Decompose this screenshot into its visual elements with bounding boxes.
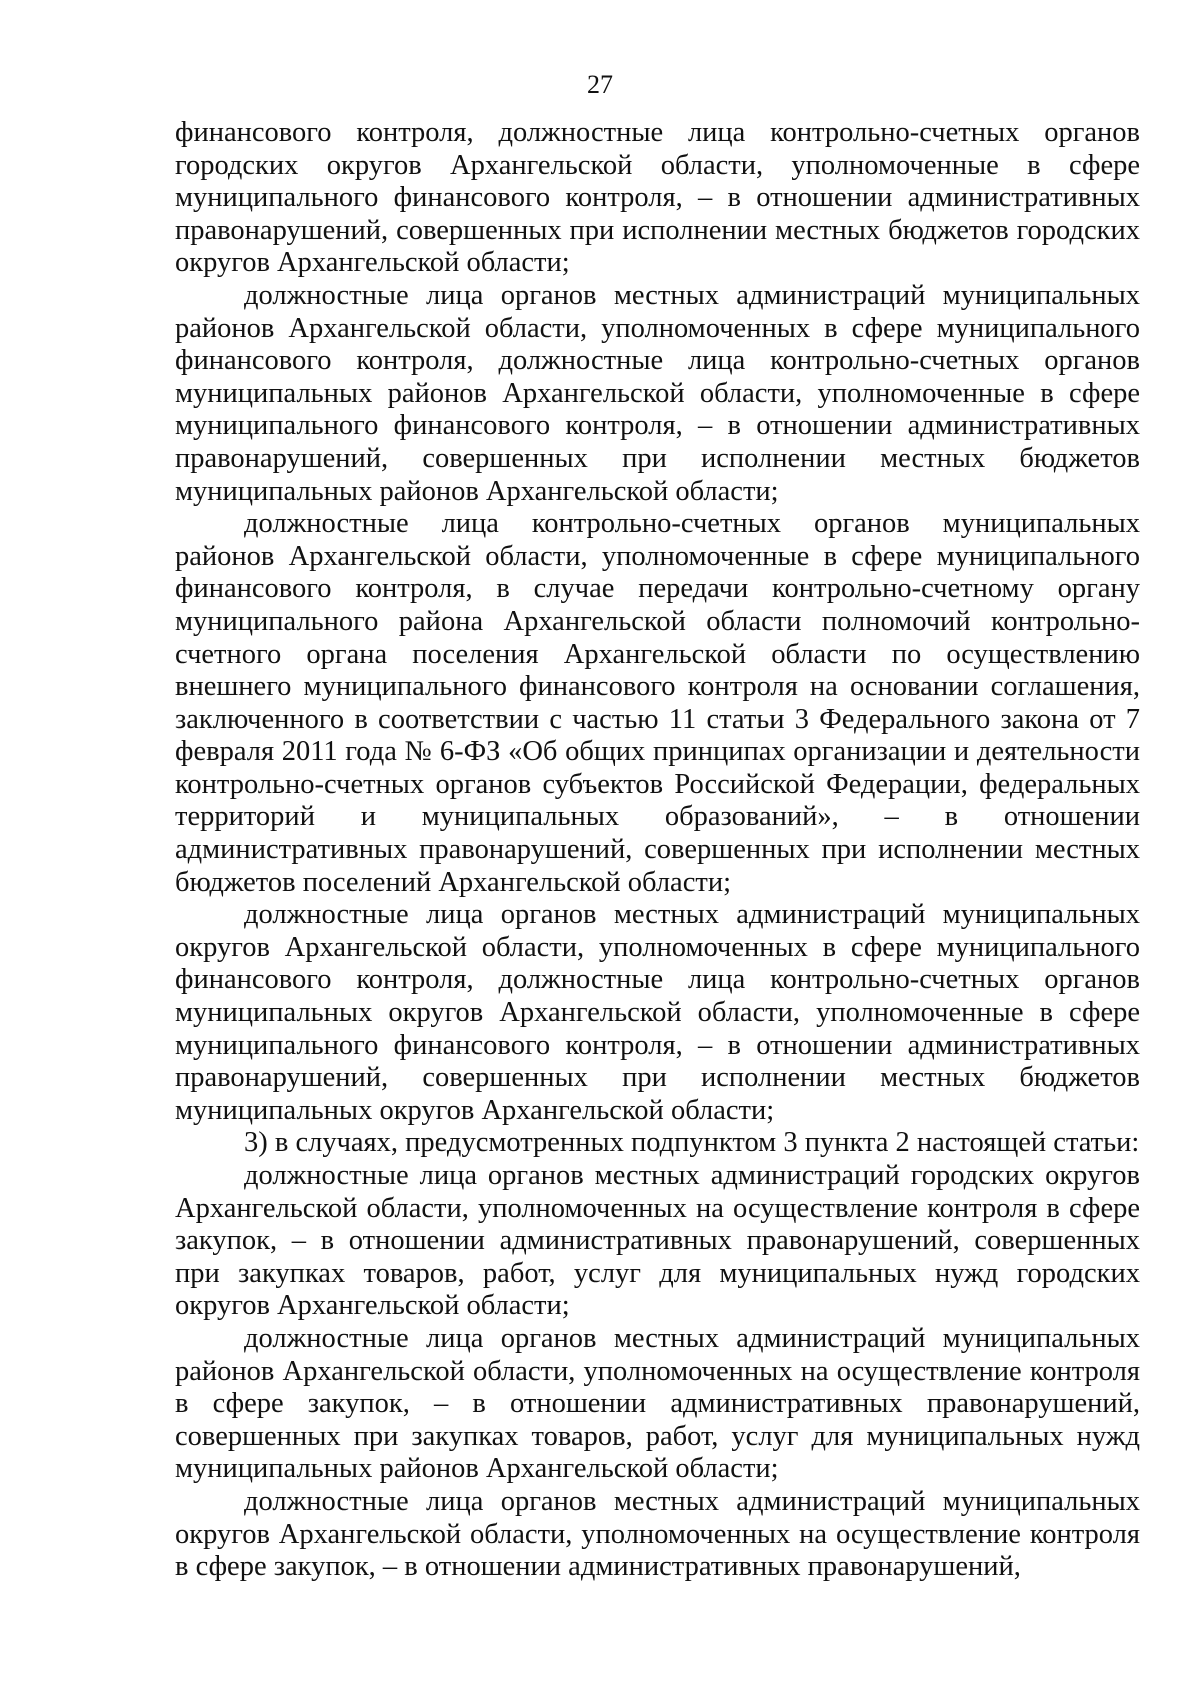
paragraph: должностные лица органов местных администраций муниципальных округов Архангельской области, уполномоченных в сфере муниципального финансового контроля, должностные лица контрольно-счетных органов муниципальных округов Архангельской области, уполномоченные в сфере муниципального финансового контроля, – в отношении административных правонарушений, совершенных при исполнении местных бюджетов муниципальных округов Архангельской области; [175,899,1140,1126]
paragraph: должностные лица органов местных администраций муниципальных районов Архангельской области, уполномоченных в сфере муниципального финансового контроля, должностные лица контрольно-счетных органов муниципальных районов Архангельской области, уполномоченные в сфере муниципального финансового контроля, – в отношении административных правонарушений, совершенных при исполнении местных бюджетов муниципальных районов Архангельской области; [175,279,1140,507]
paragraph: должностные лица контрольно-счетных органов муниципальных районов Архангельской области, уполномоченные в сфере муниципального финансового контроля, в случае передачи контрольно-счетному органу муниципального района Архангельской области полномочий контрольно-счетного органа поселения Архангельской области по осуществлению внешнего муниципального финансового контроля на основании соглашения, заключенного в соответствии с частью 11 статьи 3 Федерального закона от 7 февраля 2011 года № 6-ФЗ «Об общих принципах организации и деятельности контрольно-счетных органов субъектов Российской Федерации, федеральных территорий и муниципальных образований», – в отношении административных правонарушений, совершенных при исполнении местных бюджетов поселений Архангельской области; [175,508,1140,898]
paragraph: должностные лица органов местных администраций муниципальных округов Архангельской области, уполномоченных на осуществление контроля в сфере закупок, – в отношении административных правонарушений, [175,1485,1140,1583]
paragraph: 3) в случаях, предусмотренных подпунктом 3 пункта 2 настоящей статьи: [244,1127,1140,1159]
paragraph: должностные лица органов местных администраций городских округов Архангельской области, уполномоченных на осуществление контроля в сфере закупок, – в отношении административных правонарушений, совершенных при закупках товаров, работ, услуг для муниципальных нужд городских округов Архангельской области; [175,1160,1140,1322]
body-text [175,117,1140,1584]
paragraph: финансового контроля, должностные лица контрольно-счетных органов городских округов Архангельской области, уполномоченные в сфере муниципального финансового контроля, – в отношении административных правонарушений, совершенных при исполнении местных бюджетов городских округов Архангельской области; [175,117,1140,279]
paragraph: должностные лица органов местных администраций муниципальных районов Архангельской области, уполномоченных на осуществление контроля в сфере закупок, – в отношении административных правонарушений, совершенных при закупках товаров, работ, услуг для муниципальных нужд муниципальных районов Архангельской области; [175,1322,1140,1485]
page-number: 27 [587,70,613,99]
